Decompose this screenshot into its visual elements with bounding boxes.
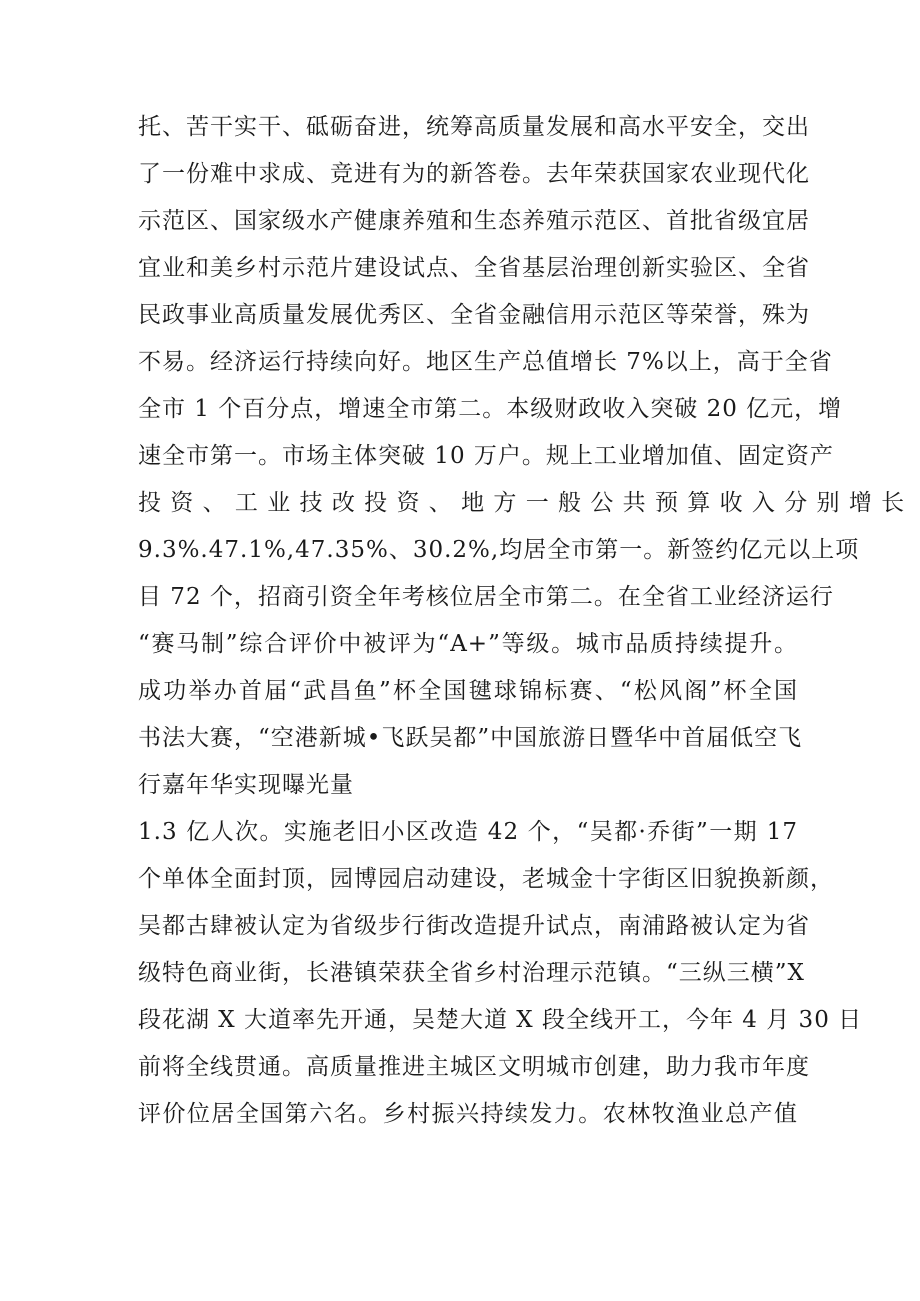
text-line: 前将全线贯通。高质量推进主城区文明城市创建，助力我市年度 <box>138 1054 810 1080</box>
text-line: 示范区、国家级水产健康养殖和生态养殖示范区、首批省级宜居 <box>138 208 810 234</box>
text-line: 行嘉年华实现曝光量 <box>138 772 354 798</box>
text-line: 吴都古肆被认定为省级步行街改造提升试点，南浦路被认定为省 <box>138 913 810 939</box>
text-line: 成功举办首届“武昌鱼”杯全国毽球锦标赛、“松风阁”杯全国 <box>138 678 798 704</box>
text-line: 书法大赛，“空港新城•飞跃吴都”中国旅游日暨华中首届低空飞 <box>138 725 803 751</box>
text-line: 了一份难中求成、竞进有为的新答卷。去年荣获国家农业现代化 <box>138 161 810 187</box>
text-line: 个单体全面封顶，园博园启动建设，老城金十字街区旧貌换新颜， <box>138 866 834 892</box>
text-line: 全市 1 个百分点，增速全市第二。本级财政收入突破 20 亿元，增 <box>138 396 843 422</box>
text-line: 托、苦干实干、砥砺奋进，统筹高质量发展和高水平安全，交出 <box>138 114 810 140</box>
text-line: “赛马制”综合评价中被评为“A+”等级。城市品质持续提升。 <box>138 631 798 657</box>
text-line: 民政事业高质量发展优秀区、全省金融信用示范区等荣誉，殊为 <box>138 302 810 328</box>
text-line: 不易。经济运行持续向好。地区生产总值增长 7%以上，高于全省 <box>138 349 833 375</box>
text-line: 目 72 个，招商引资全年考核位居全市第二。在全省工业经济运行 <box>138 584 834 610</box>
body-text <box>138 104 906 1138</box>
text-line: 投 资 、 工 业 技 改 投 资 、 地 方 一 般 公 共 预 算 收 入 分 别 增 长 <box>138 490 906 516</box>
text-line: 1.3 亿人次。实施老旧小区改造 42 个，“吴都·乔街”一期 17 <box>138 819 798 845</box>
text-line: 速全市第一。市场主体突破 10 万户。规上工业增加值、固定资产 <box>138 443 834 469</box>
text-line: 评价位居全国第六名。乡村振兴持续发力。农林牧渔业总产值 <box>138 1101 798 1127</box>
text-line: 宜业和美乡村示范片建设试点、全省基层治理创新实验区、全省 <box>138 255 810 281</box>
text-line: 9.3%.47.1%,47.35%、30.2%,均居全市第一。新签约亿元以上项 <box>138 537 860 563</box>
text-line: 段花湖 X 大道率先开通，吴楚大道 X 段全线开工，今年 4 月 30 日 <box>138 1007 863 1033</box>
text-line: 级特色商业街，长港镇荣获全省乡村治理示范镇。“三纵三横”X <box>138 960 805 986</box>
